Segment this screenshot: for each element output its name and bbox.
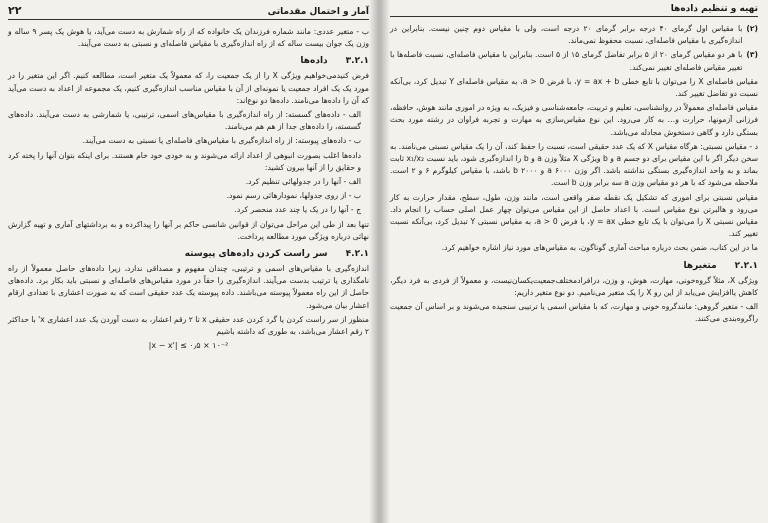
list-item: الف - داده‌های گسسته: از راه اندازه‌گیری با مقیاس‌های اسمی، ترتیبی، یا شمارشی به دست می‌آیند. داده‌های گسسته، را داده‌های جدا از هم هم می‌نامند. — [8, 110, 361, 132]
interval-usage-paragraph: مقیاس فاصله‌ای معمولاً در روانشناسی، تعلیم و تربیت، جامعه‌شناسی و فیزیک، به ویژه در اموری مانند هوش، حافظه، فرزانی آزمونها، حرارت و… به کار می‌رود. این نوع مقیاس‌سازی به مهارت و تجربه فراوان در رشته مورد بحث بستگی دارد و گاهی دستخوش مجادله می‌باشد. — [390, 103, 758, 137]
list-item: ج - آنها را در یک یا چند عدد منحصر کرد. — [234, 205, 361, 215]
point-number: (۲) — [746, 24, 758, 33]
section-title: سر راست کردن داده‌های پیوسته — [184, 249, 328, 260]
right-page — [380, 0, 768, 523]
section-number: ۲.۲.۱ — [734, 260, 758, 271]
interval-transform-paragraph: مقیاس فاصله‌ای X را می‌توان با تابع خطی y = ax + b، با فرض a > 0، به مقیاس فاصله‌ای Y تبدیل کرد، بی‌آنکه نسبت دو تفاضل تغییر کند. — [390, 76, 758, 99]
point-text: با هر دو مقیاس گرمای ۲۰ از ۵ برابر تفاضل گرمای ۱۵ از ۵ است. بنابراین با مقیاس فاصله‌ای، نسبت فاصله‌ها با تغییر مقیاس فاصله‌ای تغییر نمی‌کند. — [390, 50, 743, 72]
numbered-point-3 — [390, 49, 758, 75]
left-page-header — [8, 4, 369, 20]
section-title: متغیرها — [683, 260, 717, 271]
data-definition-paragraph: فرض کنیدمی‌خواهیم ویژگی X را از یک جمعیت را، که معمولاً یک متغیر است، مطالعه کنیم. اگر این متغیر را در مورد یک یک افراد جمعیت یا نمونه‌ای از آن با مقیاس مناسب اندازه‌گیری کنیم، یک مجموعه از اعداد به دست می‌آید که آن را داده‌ها می‌نامند. داده‌ها دو نوع‌اند: — [8, 71, 369, 105]
section-title: داده‌ها — [300, 56, 328, 67]
numbered-point-2 — [390, 23, 758, 49]
section-heading-rounding — [8, 249, 369, 259]
ratio-scale-paragraph: د - مقیاس نسبتی: هرگاه مقیاس X که یک عدد حقیقی است، نسبت را حفظ کند، آن را یک مقیاس نسبتی می‌نامند. به سخن دیگر اگر با این مقیاس برای دو جسم a و b ویژگی X مثلاً وزن a و b را اندازه‌گیری شود، باید نسبت x₁/x₂ ثابت بماند و به واحد اندازه‌گیری بستگی نداشته باشد. اگر وزن a ۶۰۰۰ و b ۲۰۰۰ باشد، با مقیاس کیلوگرم ۶ و ۲ است. ملاحظه می‌شود که با هر دو مقیاس وزن a سه برابر وزن b است. — [390, 141, 759, 188]
list-item: الف - آنها را در جدولهائی تنظیم کرد. — [245, 177, 361, 187]
ratio-usage-paragraph: مقیاس نسبتی برای اموری که تشکیل یک نقطه صفر واقعی است، مانند وزن، طول، سطح، مقدار حرارت به کار می‌رود و هالبرتن نوع مقیاس است. با اعداد حاصل از این مقیاس می‌توان چهار عمل اصلی حساب را انجام داد. مقیاس نسبتی X را می‌توان با یک تابع خطی y = ax، با فرض a > 0، به مقیاس نسبتی Y تبدیل کرد، بی‌آنکه نسبت تغییر کند. — [390, 192, 758, 239]
scales-note-paragraph: ما در این کتاب، ضمن بحث درباره مباحث آماری گوناگون، به مقیاس‌های مورد نیاز اشاره خواهیم کرد. — [441, 243, 758, 253]
rounding-paragraph: منظور از سر راست کردن یا گرد کردن عدد حقیقی x تا ۲ رقم اعشار، به دست آوردن یک عدد اعشاری x' با حداکثر ۲ رقم اعشار می‌باشد، به طوری که داشته باشیم — [8, 314, 370, 337]
right-header-title: تهیه و تنظیم داده‌ها — [670, 4, 758, 14]
point-text: با مقیاس اول گرمای ۴۰ درجه برابر گرمای ۲۰ درجه است، ولی با مقیاس دوم چنین نیست. بنابراین در اندازه‌گیری با مقیاس فاصله‌ای، نسبت محفوظ نمی‌ماند. — [390, 24, 743, 46]
section-heading-data — [8, 56, 369, 66]
left-page-number: ۲۲ — [8, 4, 22, 17]
section-heading-variables — [390, 261, 758, 271]
point-number: (۳) — [746, 50, 758, 60]
list-item: داده‌ها اغلب بصورت انبوهی از اعداد ارائه می‌شوند و به خودی خود خام هستند. برای اینکه بتوان آنها را پخته کرد و حقایق را از آنها بیرون کشید: — [8, 150, 361, 172]
analysis-paragraph: تنها بعد از طی این مراحل می‌توان از قوانین شانسی حاکم بر آنها را پیداکرده و به برداشتهای آماری و تهیه گزارش نهائی درباره ویژگی مورد مطالعه پرداخت. — [8, 219, 369, 241]
left-page — [0, 0, 380, 523]
group-variable-paragraph: الف - متغیر گروهی: مانندگروه خونی و مهارت، که با مقیاس اسمی یا ترتیبی سنجیده می‌شوند و بر اساس آن جمعیت راگروه‌بندی می‌کنند. — [390, 302, 758, 324]
left-intro-paragraph: ب - متغیر عددی: مانند شماره فرزندان یک خانواده که از راه شمارش به دست می‌آید، یا هوش یک پسر ۹ ساله و وزن یک جوان بیست ساله که از راه اندازه‌گیری با مقیاس فاصله‌ای و نسبتی به دست می‌آیند. — [8, 27, 369, 49]
page-gutter-shadow — [369, 0, 379, 523]
section-number: ۴.۲.۱ — [345, 249, 369, 260]
variables-paragraph: ویژگی X، مثلاً گروه‌خونی، مهارت، هوش، و وزن، درافرادمختلف‌جمعیت‌یکسان‌نیست، و معمولاً از فردی به فرد دیگر، کاهش یاافزایش می‌یابد از این رو X را یک متغیر می‌نامیم. دو نوع متغیر داریم: — [390, 275, 758, 297]
page-gutter-shadow — [380, 0, 390, 523]
section-number: ۳.۲.۱ — [345, 56, 369, 67]
right-page-header — [390, 4, 758, 17]
list-item: ب - از روی جدولها، نمودارهائی رسم نمود. — [226, 191, 361, 201]
measurement-paragraph: اندازه‌گیری با مقیاس‌های اسمی و ترتیبی، چندان مفهوم و مصداقی ندارد، زیرا داده‌های حاصل معمولاً از راه نامگذاری یا ترتیب بدست می‌آیند. اندازه‌گیری را حقاً در مورد مقیاس‌های فاصله‌ای و نسبتی باید بکار برد. داده‌های حاصل از این راه معمولاً پیوسته می‌باشند. داده پیوسته یک عدد حقیقی است که به صورت اعشاری با تعدادی ارقام اعشار بیان می‌شود. — [8, 264, 369, 310]
list-item: ب - داده‌های پیوسته: از راه اندازه‌گیری با مقیاس‌های فاصله‌ای یا نسبتی به دست می‌آیند. — [82, 136, 361, 146]
left-header-title: آمار و احتمال مقدماتی — [267, 7, 369, 17]
rounding-formula: |x − x'| ≤ ۰٫۵ × ۱۰⁻² — [148, 341, 229, 351]
data-types-list — [8, 109, 369, 217]
